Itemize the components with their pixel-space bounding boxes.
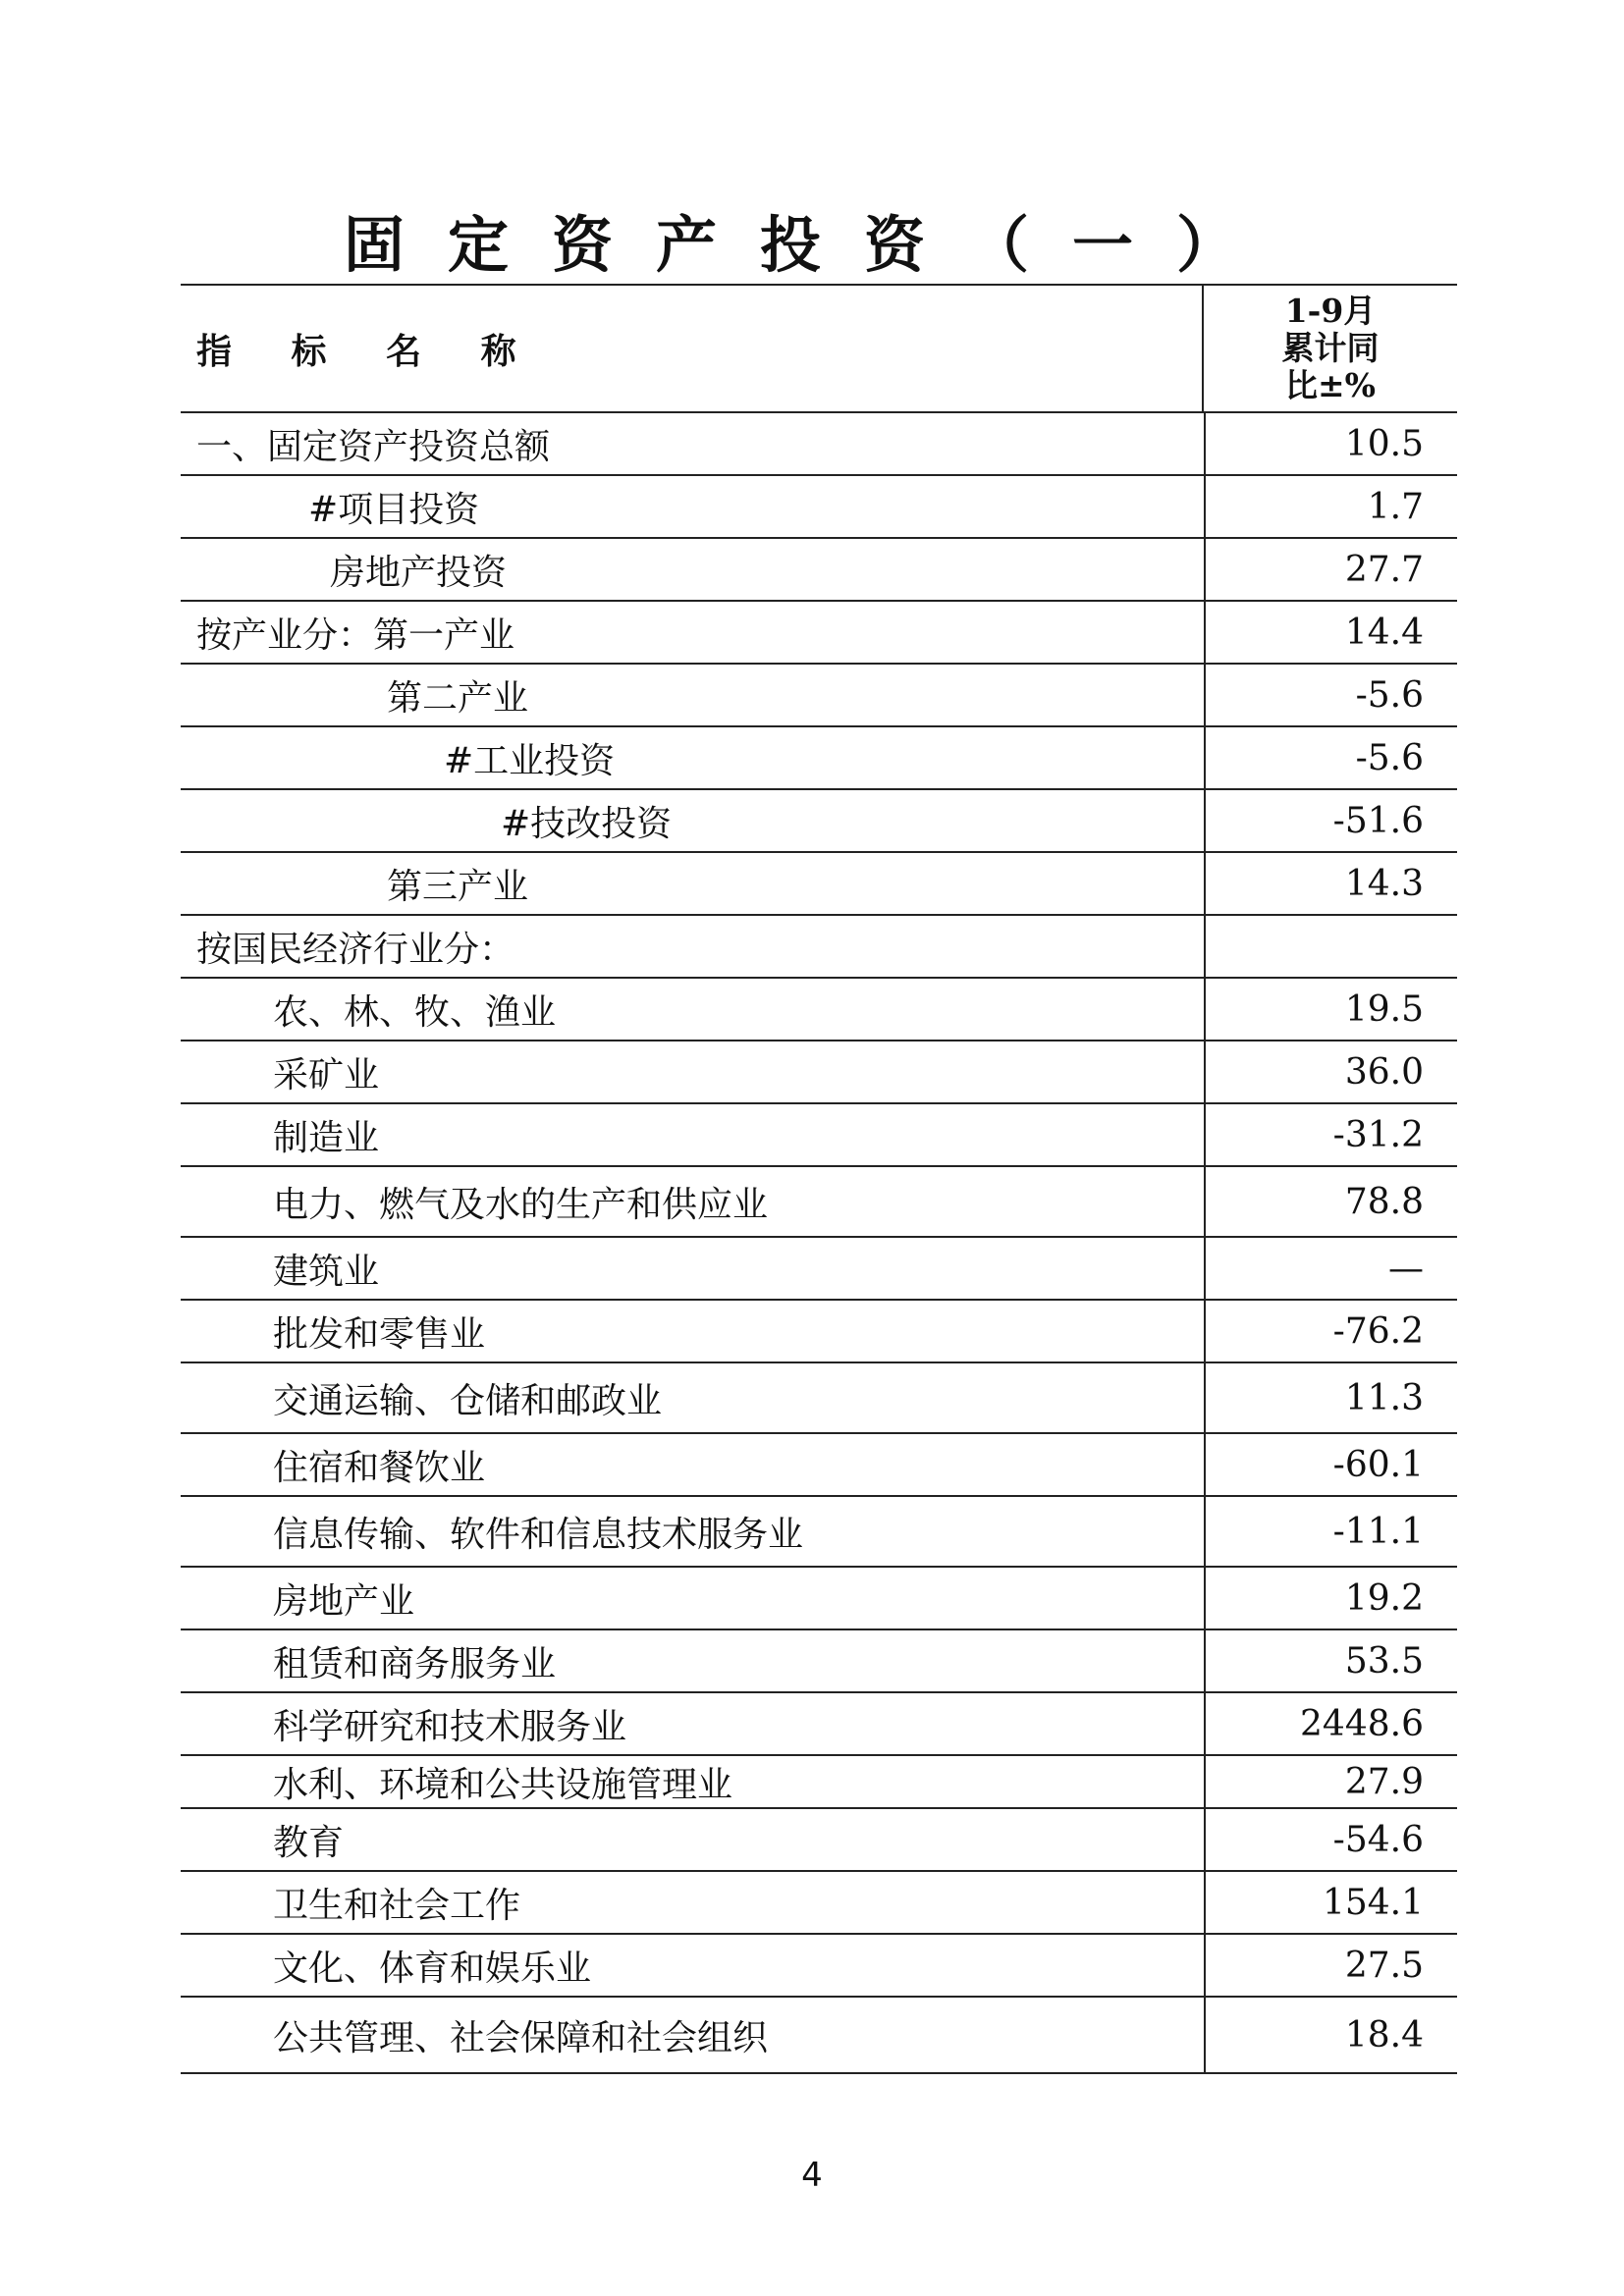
- row-value: -5.6: [1204, 727, 1457, 788]
- row-value: -51.6: [1204, 790, 1457, 851]
- row-value: 18.4: [1204, 1998, 1457, 2072]
- row-value: —: [1204, 1238, 1457, 1299]
- row-value: 78.8: [1204, 1167, 1457, 1236]
- table-header: [181, 284, 1457, 413]
- row-value: -11.1: [1204, 1497, 1457, 1566]
- row-value: [1204, 916, 1457, 977]
- table-row: [181, 853, 1457, 916]
- table-row: [181, 1238, 1457, 1301]
- page-number: 4: [801, 2156, 823, 2195]
- row-value: -76.2: [1204, 1301, 1457, 1362]
- header-value-line3: 比±%: [1284, 366, 1376, 404]
- table-row: [181, 476, 1457, 539]
- row-name: 卫生和社会工作: [273, 1885, 521, 1926]
- header-value-column: [1202, 286, 1457, 411]
- table-row: [181, 665, 1457, 727]
- row-value: 11.3: [1204, 1363, 1457, 1432]
- row-value: -54.6: [1204, 1809, 1457, 1870]
- row-value: 1.7: [1204, 476, 1457, 537]
- row-name: 第二产业: [387, 677, 529, 719]
- row-name: 房地产投资: [330, 552, 508, 593]
- header-indicator-name: 指 标 名 称: [196, 331, 540, 372]
- row-value: 154.1: [1204, 1872, 1457, 1933]
- row-name: 第三产业: [387, 866, 529, 907]
- row-name: 房地产业: [273, 1580, 415, 1622]
- table-row: [181, 1104, 1457, 1167]
- row-name: #项目投资: [308, 489, 480, 530]
- row-value: 27.9: [1204, 1756, 1457, 1807]
- row-name: 交通运输、仓储和邮政业: [273, 1380, 663, 1421]
- table-row: [181, 1935, 1457, 1998]
- table-row: [181, 1301, 1457, 1363]
- row-name: 农、林、牧、渔业: [273, 991, 557, 1033]
- row-name: 租赁和商务服务业: [273, 1643, 557, 1684]
- row-value: 10.5: [1204, 413, 1457, 474]
- table-row: [181, 1497, 1457, 1568]
- investment-table: [181, 284, 1457, 2074]
- table-row: [181, 1167, 1457, 1238]
- table-row: [181, 539, 1457, 602]
- row-name: 采矿业: [273, 1054, 380, 1095]
- row-value: -31.2: [1204, 1104, 1457, 1165]
- table-row: [181, 1756, 1457, 1809]
- table-row: [181, 979, 1457, 1041]
- row-value: 14.4: [1204, 602, 1457, 663]
- table-row: [181, 916, 1457, 979]
- row-value: -5.6: [1204, 665, 1457, 725]
- page-title: 固定资产投资（一）: [343, 209, 1280, 281]
- row-name: 公共管理、社会保障和社会组织: [273, 2017, 769, 2058]
- table-row: [181, 1568, 1457, 1630]
- row-name: 住宿和餐饮业: [273, 1447, 486, 1488]
- table-row: [181, 1693, 1457, 1756]
- table-row: [181, 602, 1457, 665]
- row-name: 按国民经济行业分：: [196, 929, 515, 970]
- row-value: 53.5: [1204, 1630, 1457, 1691]
- header-value-line2: 累计同: [1281, 329, 1380, 367]
- table-row: [181, 1363, 1457, 1434]
- row-name: 批发和零售业: [273, 1313, 486, 1355]
- table-row: [181, 1998, 1457, 2074]
- row-name: 信息传输、软件和信息技术服务业: [273, 1514, 804, 1555]
- header-value-line1: 1-9月: [1284, 292, 1377, 330]
- row-name: 文化、体育和娱乐业: [273, 1948, 592, 1989]
- row-value: 2448.6: [1204, 1693, 1457, 1754]
- table-row: [181, 790, 1457, 853]
- row-name: 电力、燃气及水的生产和供应业: [273, 1184, 769, 1225]
- row-value: 36.0: [1204, 1041, 1457, 1102]
- row-name: 教育: [273, 1822, 345, 1863]
- row-name: #工业投资: [444, 740, 616, 781]
- row-name: 制造业: [273, 1117, 380, 1158]
- table-row: [181, 1872, 1457, 1935]
- table-row: [181, 1434, 1457, 1497]
- row-name: 一、固定资产投资总额: [196, 426, 551, 467]
- row-name: 科学研究和技术服务业: [273, 1706, 627, 1747]
- row-value: 19.5: [1204, 979, 1457, 1040]
- table-row: [181, 1809, 1457, 1872]
- row-value: -60.1: [1204, 1434, 1457, 1495]
- row-value: 27.7: [1204, 539, 1457, 600]
- table-row: [181, 727, 1457, 790]
- table-row: [181, 413, 1457, 476]
- table-row: [181, 1630, 1457, 1693]
- table-row: [181, 1041, 1457, 1104]
- row-name: #技改投资: [501, 803, 673, 844]
- row-value: 27.5: [1204, 1935, 1457, 1996]
- row-value: 14.3: [1204, 853, 1457, 914]
- row-value: 19.2: [1204, 1568, 1457, 1629]
- row-name: 建筑业: [273, 1251, 380, 1292]
- row-name: 水利、环境和公共设施管理业: [273, 1764, 733, 1805]
- row-name: 按产业分：第一产业: [196, 614, 515, 656]
